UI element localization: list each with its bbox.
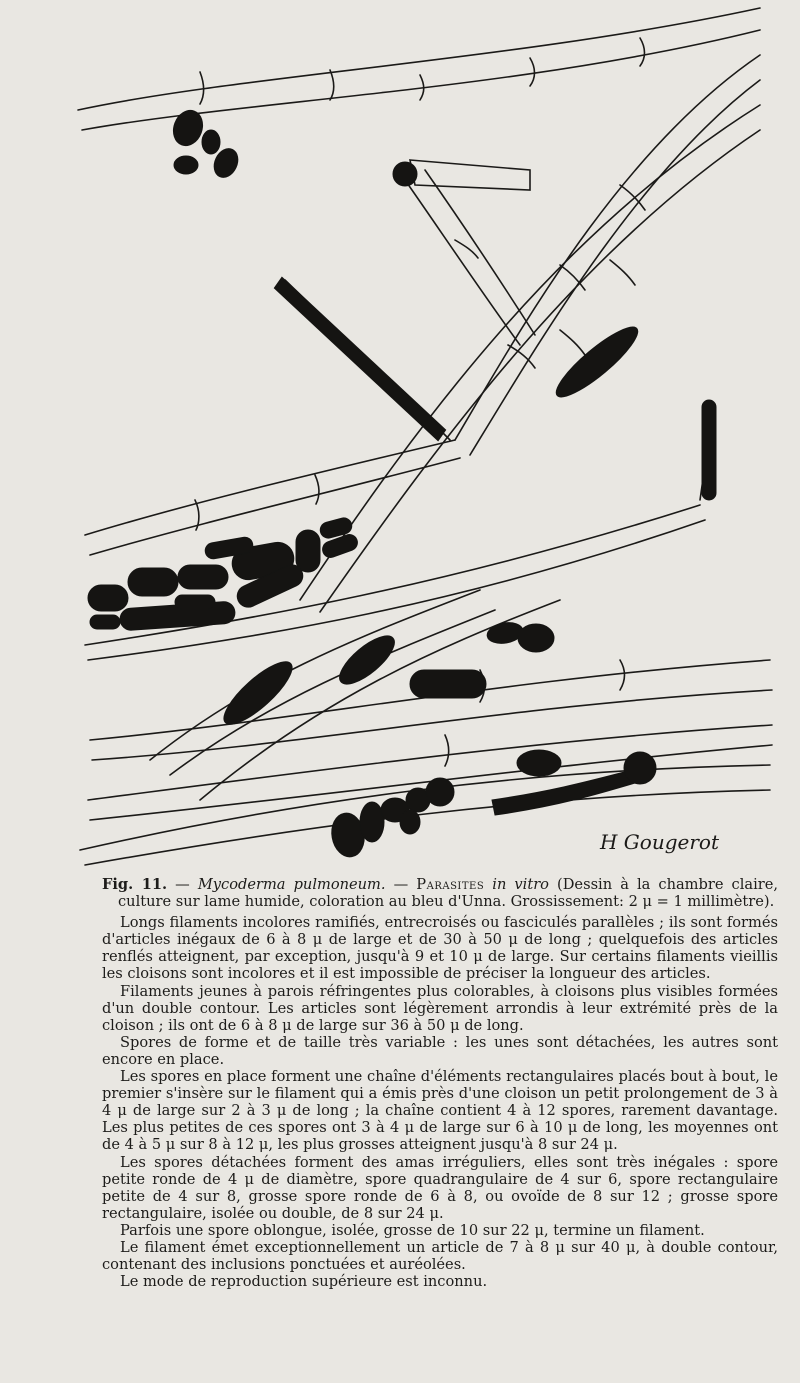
spore: [624, 752, 656, 784]
filament: [320, 130, 760, 612]
spore: [333, 628, 402, 692]
filament-septum: [315, 475, 319, 504]
spore: [517, 750, 561, 776]
paragraph: Les spores détachées forment des amas irréguliers, elles sont très inégales : spore petite ronde de 4 μ de diamètre, spore quadrangulaire de 4 sur 6, spore rectangulaire petite de 4 sur 8, grosse spore ronde de 6 à 8, ou ovoïde de 8 sur 12 ; grosse spore rectangulaire, isolée ou double, de 8 sur 24 μ.: [102, 1153, 778, 1222]
caption-dash: —: [167, 876, 198, 893]
filament-septum: [640, 38, 645, 66]
filament-septum: [560, 265, 585, 290]
figure-label: Fig. 11.: [102, 876, 168, 893]
paragraph: Filaments jeunes à parois réfringentes plus colorables, à cloisons plus visibles formées d'un double contour. Les articles sont légèrement arrondis à leur extrémité près de la cloison ; ils ont de 6 à 8 μ de large sur 36 à 50 μ de long.: [102, 982, 778, 1034]
filament: [85, 440, 455, 535]
filament: [455, 55, 760, 440]
filament-septum: [620, 660, 625, 690]
species-name: Mycoderma pulmoneum.: [197, 876, 386, 893]
spore: [360, 802, 384, 842]
caption-in-vitro: in vitro: [484, 876, 549, 893]
spore: [393, 162, 417, 186]
spore: [174, 156, 198, 174]
filament: [78, 8, 760, 110]
paragraph: Les spores en place forment une chaîne d'éléments rectangulaires placés bout à bout, le premier s'insère sur le filament qui a émis près d'une cloison un petit prolongement de 3 à 4 μ de large sur 2 à 3 μ de long ; la chaîne contient 4 à 12 spores, rarement davantage. Les plus petites de ces spores ont 3 à 4 μ de large sur 6 à 10 μ de long, les moyennes ont de 4 à 5 μ sur 8 à 12 μ, les plus grosses atteignent jusqu'à 8 sur 24 μ.: [102, 1068, 778, 1154]
figure-caption: [102, 876, 778, 910]
filament-septum: [610, 260, 635, 285]
paragraph: Le filament émet exceptionnellement un article de 7 à 8 μ sur 40 μ, à double contour, contenant des inclusions ponctuées et auréolées.: [102, 1238, 778, 1274]
spore-chain: [702, 400, 716, 500]
spore: [410, 670, 486, 698]
filament-septum: [530, 58, 535, 86]
spore: [178, 565, 228, 589]
caption-dash: —: [385, 876, 417, 893]
filament: [470, 80, 760, 455]
spore-chain: [275, 278, 445, 440]
spore: [175, 595, 215, 609]
artist-signature: H Gougerot: [600, 830, 719, 854]
filament: [425, 170, 535, 335]
spore: [518, 624, 554, 652]
filament: [92, 690, 772, 760]
spore: [296, 530, 320, 572]
filament: [88, 520, 705, 660]
paragraph: Spores de forme et de taille très variable : les unes sont détachées, les autres sont encore en place.: [102, 1033, 778, 1068]
filament-septum: [330, 70, 334, 100]
filament: [405, 180, 520, 345]
paragraph: Le mode de reproduction supérieure est inconnu.: [120, 1273, 488, 1291]
paragraph: Parfois une spore oblongue, isolée, grosse de 10 sur 22 μ, termine un filament.: [120, 1221, 705, 1239]
spores: [88, 106, 716, 859]
filament-septum: [560, 330, 585, 355]
spore: [90, 615, 120, 629]
caption-parasites: Parasites: [416, 876, 485, 893]
spore: [426, 778, 454, 806]
spore: [400, 810, 420, 834]
filament-septum: [200, 72, 204, 104]
filament-septum: [445, 735, 449, 766]
filament: [90, 458, 460, 555]
text-block: [102, 876, 778, 1290]
spore: [128, 568, 178, 596]
spore: [202, 130, 220, 154]
spore: [88, 585, 128, 611]
paragraph: Longs filaments incolores ramifiés, entrecroisés ou fasciculés parallèles ; ils sont formés d'articles inégaux de 6 à 8 μ de large et de 30 à 50 μ de long ; quelquefois des articles renflés atteignent, par exception, jusqu'à 9 et 10 μ de large. Sur certains filaments vieillis les cloisons sont incolores et il est impossible de préciser la longueur des articles.: [102, 914, 778, 983]
caption-details: (Dessin à la chambre claire, culture sur lame humide, coloration au bleu d'Unna. Grossissement: 2 μ = 1 millimètre).: [118, 876, 779, 911]
